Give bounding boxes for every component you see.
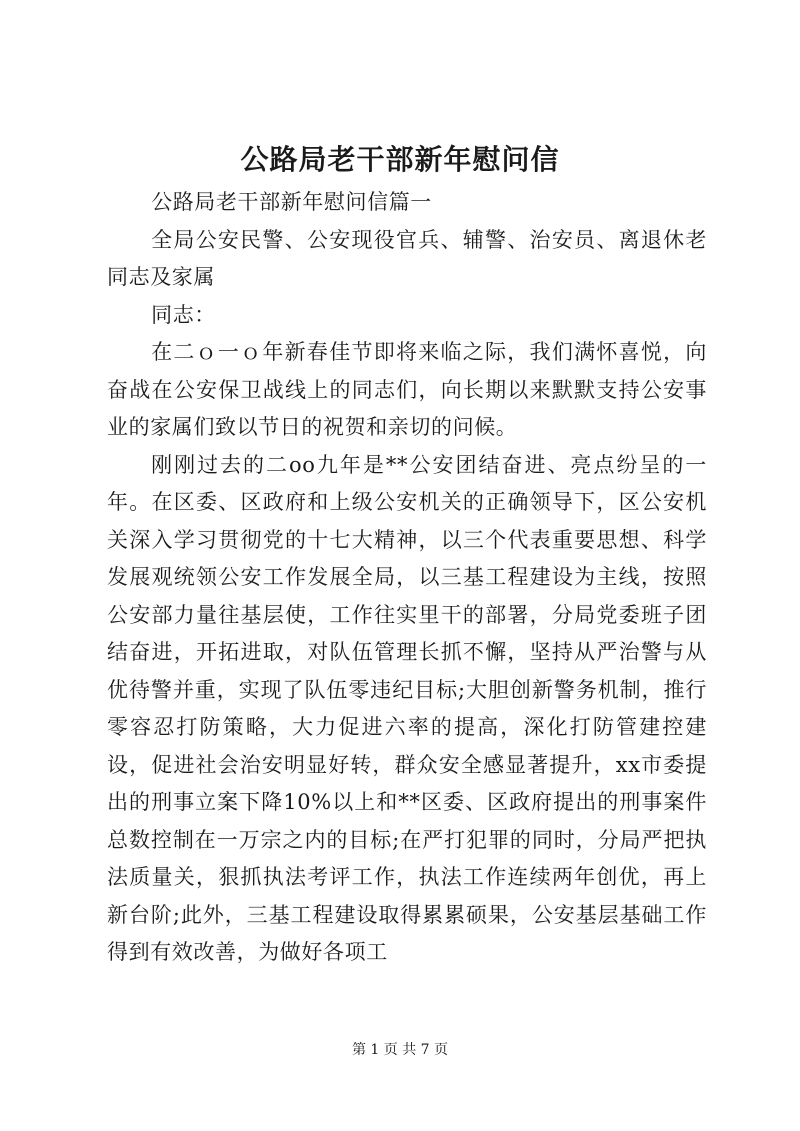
paragraph-subtitle: 公路局老干部新年慰问信篇一 <box>151 190 432 214</box>
paragraph-review: 刚刚过去的二oo九年是**公安团结奋进、亮点纷呈的一年。在区委、区政府和上级公安机关的正确领导下，区公安机关深入学习贯彻党的十七大精神，以三个代表重要思想、科学发展观统领公安工作发展全局，以三基工程建设为主线，按照公安部力量往基层使，工作往实里干的部署，分局党委班子团结奋进，开拓进取，对队伍管理长抓不懈，坚持从严治警与从优待警并重，实现了队伍零违纪目标;大胆创新警务机制，推行零容忍打防策略，大力促进六率的提高，深化打防管建控建设，促进社会治安明显好转，群众安全感显著提升，xx市委提出的刑事立案下降10%以上和**区委、区政府提出的刑事案件总数控制在一万宗之内的目标;在严打犯罪的同时，分局严把执法质量关，狠抓执法考评工作，执法工作连续两年创优，再上新台阶;此外，三基工程建设取得累累硕果，公安基层基础工作得到有效改善，为做好各项工 <box>107 452 707 964</box>
document-title: 公路局老干部新年慰问信 <box>240 143 560 176</box>
paragraph-greeting: 在二ｏ一ｏ年新春佳节即将来临之际，我们满怀喜悦，向奋战在公安保卫战线上的同志们，向长期以来默默支持公安事业的家属们致以节日的祝贺和亲切的问候。 <box>107 340 707 439</box>
paragraph-salutation: 同志： <box>151 302 216 327</box>
document-body <box>107 184 707 972</box>
page-footer: 第 1 页 共 7 页 <box>351 1042 449 1058</box>
paragraph-recipients: 全局公安民警、公安现役官兵、辅警、治安员、离退休老同志及家属 <box>107 227 707 289</box>
